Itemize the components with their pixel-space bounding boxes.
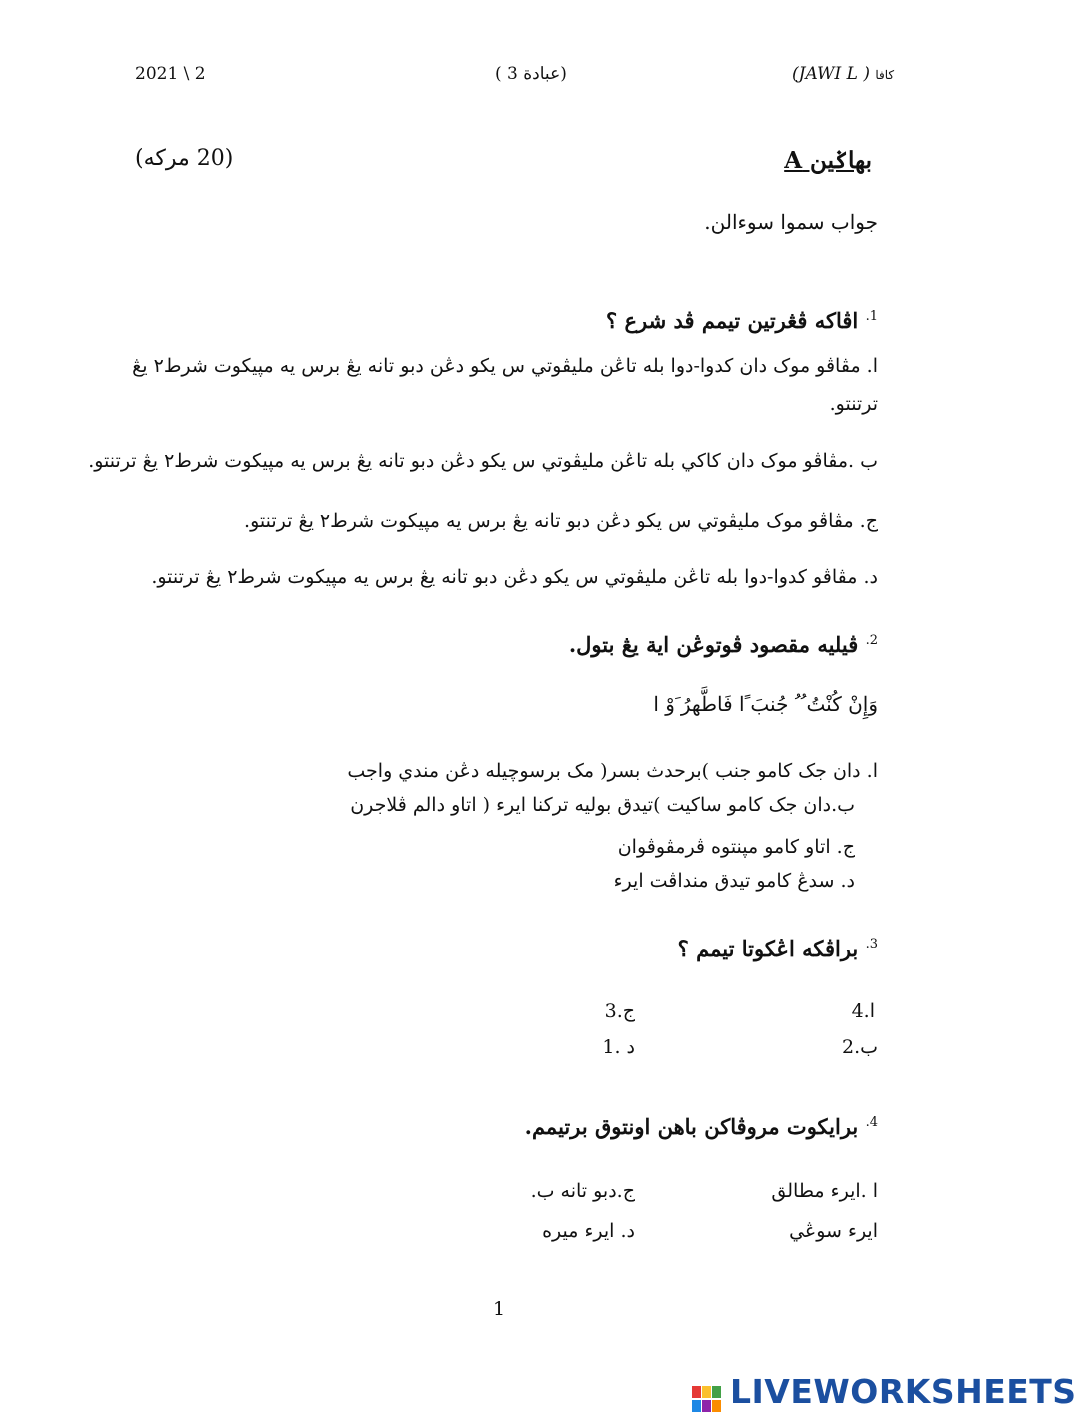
question-4-text: برايكوت مروڤاكن باهن اونتوق برتيمم. [524,1114,859,1139]
question-4-number: 4. [865,1115,878,1130]
liveworksheets-wordmark: LIVEWORKSHEETS [730,1372,1077,1411]
question-1-number: 1. [865,309,878,324]
question-1-option-d[interactable]: د. مڤاڤو كدوا-دوا بله تاڠن مليڤوتي س يكو دڠن دبو تانه يڠ برس يه مپيكوت شرط٢ يڠ ترتنتو. [151,566,878,588]
section-instruction: جواب سموا سوءالن. [704,210,878,234]
question-2-title [569,632,878,657]
question-3-option-a[interactable]: ا.4 [851,1000,875,1022]
question-3-text: براڤكه اڠكوتا تيمم ؟ [677,936,859,961]
question-2-number: 2. [865,633,878,648]
liveworksheets-watermark [692,1372,1077,1414]
page-number: 1 [493,1298,506,1320]
question-2-option-c[interactable]: ج. اتاو كامو مپنتوه ڤرمڤوڤوان [617,836,855,858]
question-4-option-a[interactable]: ا .ايرء مطالق [771,1180,878,1202]
header-paper [792,64,894,84]
header-subject: (عبادة 3 ) [495,64,567,84]
question-2-text: ڤيليه مقصود ڤوتوڠن اية يڠ بتول. [568,632,859,657]
question-4-option-d[interactable]: د. ايرء ميره [542,1220,635,1242]
question-2-verse: وَإِنْ كُنْتُ ُ ُ جُنبَ ًا فَاطَّهرُ َوْ ا [653,692,878,716]
question-3-title [678,936,878,961]
question-2-option-b[interactable]: ب.دان جک كامو ساكيت )تيدق بوليه تركنا ايرء ( اتاو دالم ڤلاجرن [350,794,855,816]
question-1-text: اڤاكه ڤڠرتين تيمم ڤد شرع ؟ [606,308,859,333]
header-date: 2021 \ 2 [135,64,206,84]
liveworksheets-logo-icon [692,1384,728,1414]
question-1-option-c[interactable]: ج. مڤاڤو موک مليڤوتي س يكو دڠن دبو تانه يڠ برس يه مپيكوت شرط٢ يڠ ترتنتو. [244,510,878,532]
question-1-title [606,308,878,333]
question-4-option-b[interactable]: ايرء سوڠي [789,1220,878,1242]
header-paper-code: (JAWI L ) [792,64,870,84]
question-1-option-a[interactable]: ا. مڤاڤو موک دان كدوا-دوا بله تاڠن مليڤوتي س يكو دڠن دبو تانه يڠ برس يه مپيكوت شرط٢ يڠ [132,355,878,377]
question-2-option-a[interactable]: ا. دان جک كامو جنب )برحدث بسر( مک برسوچيله دڠن مندي واجب [347,760,878,782]
question-3-option-b[interactable]: ب.2 [841,1036,878,1058]
question-3-option-d[interactable]: د .1 [602,1036,635,1058]
question-2-option-d[interactable]: د. سدڠ كامو تيدق منداڤت ايرء [613,870,855,892]
question-4-option-c[interactable]: ج.دبو تانه ب. [530,1180,635,1202]
question-3-number: 3. [865,937,878,952]
header-paper-prefix: كافا [875,68,895,82]
question-3-option-c[interactable]: ج.3 [604,1000,635,1022]
section-title: بهاݢين A [784,147,872,174]
question-1-option-a-cont: ترتنتو. [829,393,878,415]
section-marks: (20 مركه) [135,146,234,171]
question-4-title [525,1114,878,1139]
question-1-option-b[interactable]: ب .مڤاڤو موک دان كاكي بله تاڠن مليڤوتي س يكو دڠن دبو تانه يڠ برس يه مپيكوت شرط٢ يڠ ترتنتو. [88,450,878,472]
